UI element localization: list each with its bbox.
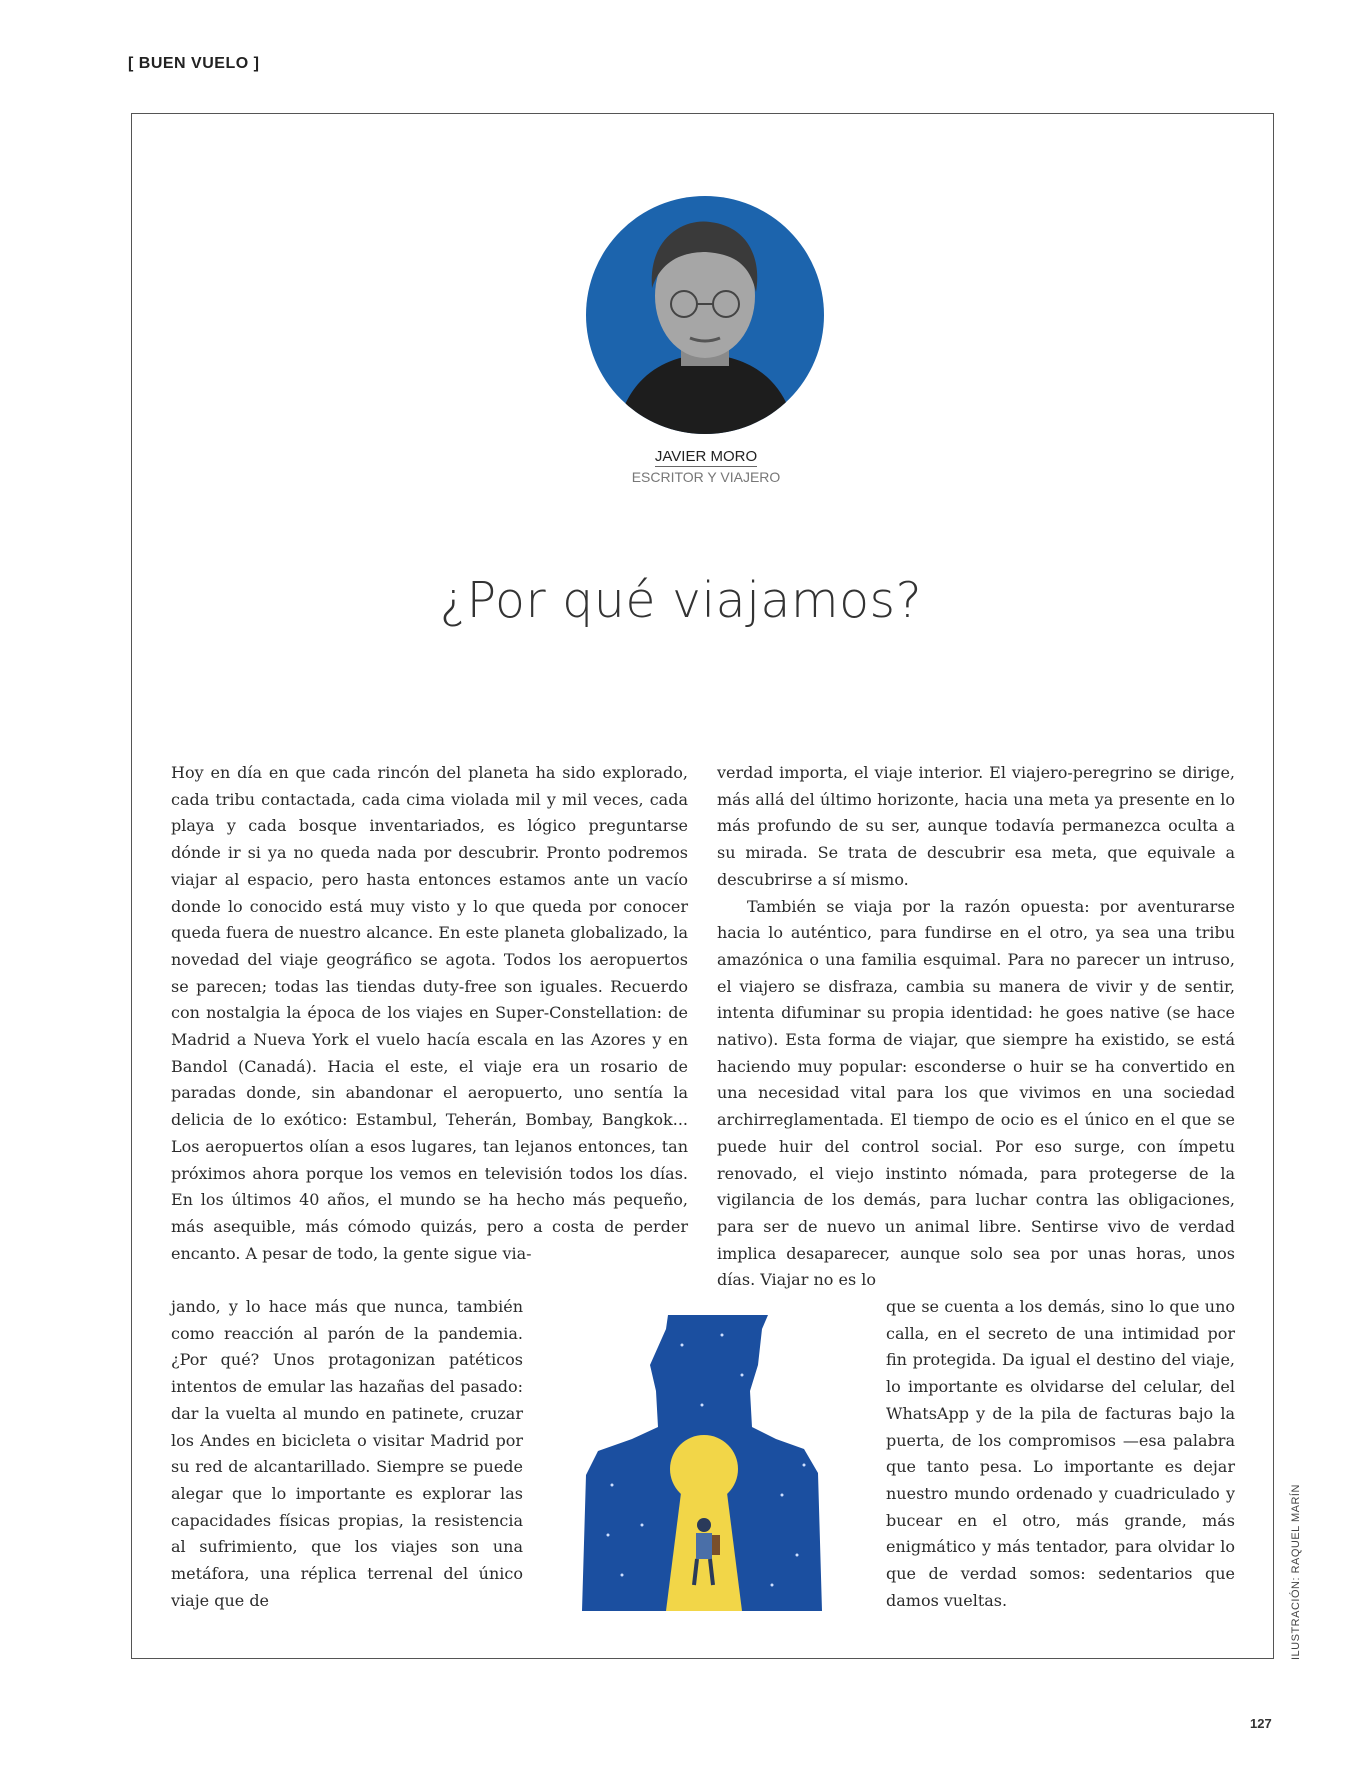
- author-role: ESCRITOR Y VIAJERO: [631, 469, 781, 485]
- portrait-illustration: [586, 196, 824, 434]
- article-col1-text: Hoy en día en que cada rincón del planeta ha sido explorado, cada tribu contactada, cada cima violada mil y mil veces, cada playa y cada bosque inventariados, es lógico preguntarse dónde ir si ya no queda nada por descubrir. Pronto podremos viajar al espacio, pero hasta entonces estamos ante un vacío donde lo conocido está muy visto y lo que queda por conocer queda fuera de nuestro alcance. En este planeta globalizado, la novedad del viaje geográfico se agota. Todos los aeropuertos se parecen; todas las tiendas duty-free son iguales. Recuerdo con nostalgia la época de los viajes en Super-Constellation: de Madrid a Nueva York el vuelo hacía escala en las Azores y en Bandol (Canadá). Hacia el este, el viaje era un rosario de paradas donde, sin abandonar el aeropuerto, uno sentía la delicia de lo exótico: Estambul, Teherán, Bombay, Bangkok... Los aeropuertos olían a esos lugares, tan lejanos entonces, tan próximos ahora porque los vemos en televisión todos los días. En los últimos 40 años, el mundo se ha hecho más pequeño, más asequible, más cómodo quizás, pero a costa de perder encanto. A pesar de todo, la gente sigue via-: [171, 763, 688, 1263]
- article-column-2-narrow: [886, 1294, 1235, 1614]
- article-col1-narrow-text: jando, y lo hace más que nunca, también como reacción al parón de la pandemia. ¿Por qué? Unos protagonizan patéticos intentos de emular las hazañas del pasado: dar la vuelta al mundo en patinete, cruzar los Andes en bicicleta o visitar Madrid por su red de alcantarillado. Siempre se puede alegar que lo importante es explorar las capacidades físicas propias, la resistencia al sufrimiento, que los viajes son una metáfora, una réplica terrenal del único viaje que de: [171, 1297, 523, 1610]
- article-column-1-narrow: [171, 1294, 523, 1614]
- author-block: [531, 448, 881, 485]
- article-column-1: [171, 760, 688, 1267]
- article-title: ¿Por qué viajamos?: [439, 572, 923, 629]
- author-portrait: [586, 196, 824, 434]
- keyhole-traveler-illustration: [582, 1315, 826, 1611]
- illustration-credit: ILUSTRACIÓN: RAQUEL MARÍN: [1290, 1484, 1302, 1660]
- article-col2-p1: verdad importa, el viaje interior. El viajero-peregrino se dirige, más allá del último horizonte, hacia una meta ya presente en lo más profundo de su ser, aunque todavía permanezca oculta a su mirada. Se trata de descubrir esa meta, que equivale a descubrirse a sí mismo.: [717, 763, 1235, 889]
- section-tag: [ BUEN VUELO ]: [128, 55, 260, 72]
- author-name: JAVIER MORO: [654, 448, 758, 465]
- article-column-2: [717, 760, 1235, 1294]
- article-col2-p2: También se viaja por la razón opuesta: por aventurarse hacia lo auténtico, para fundirse en el otro, ya sea una tribu amazónica o una familia esquimal. Para no parecer un intruso, el viajero se disfraza, cambia su manera de vivir y de sentir, intenta difuminar su propia identidad: he goes native (se hace nativo). Esta forma de viajar, que siempre ha existido, se está haciendo muy popular: esconderse o huir se ha convertido en una necesidad vital para los que vivimos en una sociedad archirreglamentada. El tiempo de ocio es el único en el que se puede huir del control social. Por eso surge, con ímpetu renovado, el viejo instinto nómada, para protegerse de la vigilancia de los demás, para luchar contra las obligaciones, para ser de nuevo un animal libre. Sentirse vivo de verdad implica desaparecer, aunque solo sea por unas horas, unos días. Viajar no es lo: [717, 896, 1235, 1290]
- page-number: 127: [1250, 1716, 1272, 1731]
- article-col2-narrow-text: que se cuenta a los demás, sino lo que uno calla, en el secreto de una intimidad por fin protegida. Da igual el destino del viaje, lo importante es olvidarse del celular, del WhatsApp y de la pila de facturas bajo la puerta, de los compromisos —esa palabra que tanto pesa. Lo importante es dejar nuestro mundo ordenado y cuadriculado y bucear en el otro, más grande, más enigmático y más tentador, para olvidar lo que de verdad somos: sedentarios que damos vueltas.: [886, 1297, 1235, 1610]
